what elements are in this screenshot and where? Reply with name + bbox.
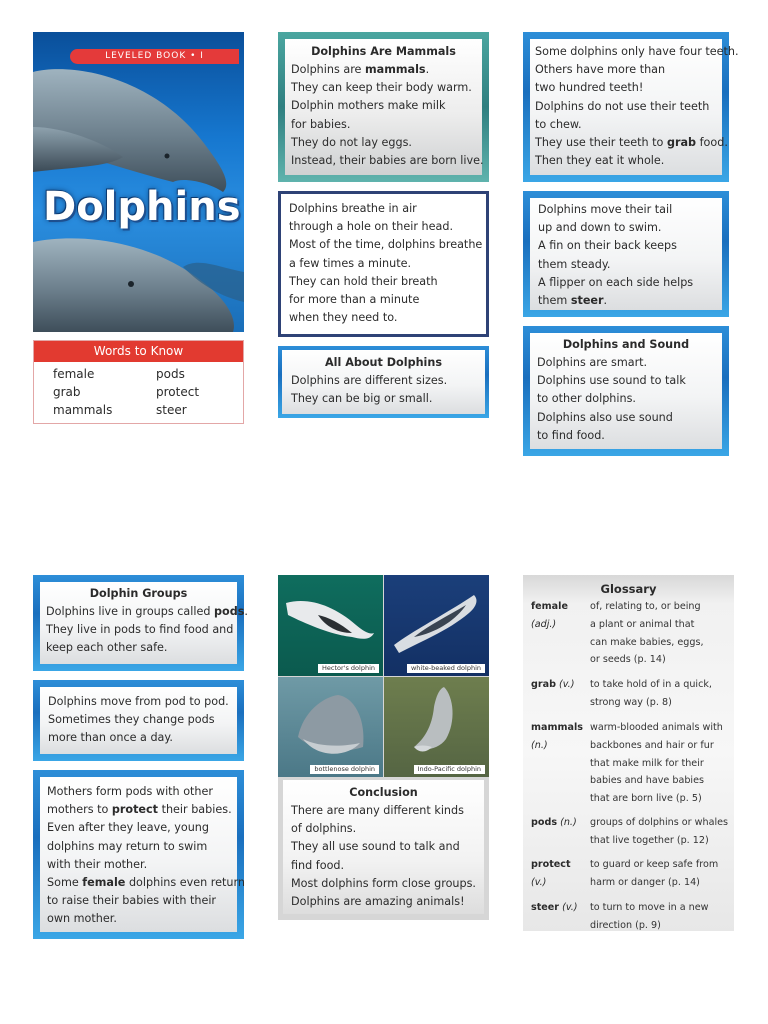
- text-line: for babies.: [291, 117, 351, 131]
- text-line: Instead, their babies are born live.: [291, 154, 484, 168]
- text-line: Some dolphins only have four teeth.: [535, 45, 739, 58]
- glossary-definition: [590, 598, 704, 669]
- text-line: Others have more than: [535, 63, 666, 77]
- term-word: grab: [531, 679, 556, 690]
- photo-caption: bottlenose dolphin: [310, 765, 379, 774]
- text-line: A flipper on each side helps: [538, 275, 694, 289]
- conclusion-box: [283, 780, 484, 914]
- glossary-definition: [590, 856, 718, 892]
- indo-pacific-dolphin-photo: [384, 677, 489, 777]
- text-line: them steer.: [538, 294, 608, 308]
- def-line: that are born live (p. 5): [590, 793, 702, 805]
- book-cover: [33, 32, 244, 332]
- text-line: own mother.: [47, 912, 117, 926]
- word-item: grab: [53, 385, 81, 399]
- words-to-know-box: [33, 340, 244, 424]
- page-title: All About Dolphins: [324, 356, 443, 369]
- word-item: female: [53, 367, 95, 381]
- page-teeth: [523, 32, 739, 182]
- text-line: Dolphins do not use their teeth: [535, 99, 710, 113]
- glossary-term: [531, 856, 571, 892]
- text-line: Dolphins live in groups called pods.: [46, 605, 248, 618]
- page-sound: [523, 326, 729, 456]
- word-item: steer: [156, 403, 187, 417]
- text-line: A fin on their back keeps: [538, 239, 677, 253]
- text-line: They all use sound to talk and: [291, 840, 460, 854]
- term-pos: (v.): [531, 877, 547, 888]
- text-line: Some female dolphins even return: [47, 876, 246, 890]
- text-line: They can keep their body warm.: [291, 81, 472, 95]
- text-line: Dolphins are different sizes.: [291, 374, 448, 387]
- text-line: a few times a minute.: [289, 256, 412, 270]
- text-line: There are many different kinds: [291, 804, 464, 817]
- term-word: pods: [531, 817, 558, 828]
- text-line: find food.: [291, 858, 345, 872]
- glossary-definition: [590, 899, 709, 935]
- glossary-term: [531, 676, 574, 694]
- dolphin-photo: [33, 32, 244, 332]
- photo-caption: Indo-Pacific dolphin: [414, 765, 485, 774]
- def-line: babies and have babies: [590, 775, 704, 787]
- bottlenose-dolphin-photo: [278, 677, 383, 777]
- def-line: harm or danger (p. 14): [590, 876, 700, 888]
- def-line: strong way (p. 8): [590, 696, 672, 708]
- term-pos: (n.): [531, 740, 548, 751]
- term-word: female: [531, 601, 568, 612]
- page-all-about: [278, 346, 489, 418]
- term-word: steer: [531, 902, 560, 913]
- text-line: to chew.: [535, 117, 582, 131]
- text-line: two hundred teeth!: [535, 81, 644, 95]
- def-line: that make milk for their: [590, 757, 704, 769]
- text-line: to other dolphins.: [537, 392, 636, 406]
- text-line: through a hole on their head.: [289, 220, 454, 234]
- cover-title: Dolphins: [43, 184, 241, 230]
- text-line: for more than a minute: [289, 293, 420, 307]
- def-line: to guard or keep safe from: [590, 859, 719, 870]
- word-item: pods: [156, 367, 185, 381]
- text-line: Mothers form pods with other: [47, 785, 214, 798]
- text-line: Dolphins are amazing animals!: [291, 895, 465, 909]
- text-line: dolphins may return to swim: [47, 839, 208, 853]
- text-line: Even after they leave, young: [47, 821, 209, 835]
- text-line: when they need to.: [289, 311, 398, 325]
- text-line: Dolphins move from pod to pod.: [48, 695, 229, 708]
- text-line: Most of the time, dolphins breathe: [289, 238, 483, 252]
- text-line: keep each other safe.: [46, 641, 168, 655]
- text-line: more than once a day.: [48, 731, 173, 745]
- text-line: They live in pods to find food and: [46, 623, 234, 637]
- term-word: protect: [531, 859, 571, 870]
- page-groups: [33, 575, 248, 671]
- dolphin-photos-page: [278, 575, 489, 920]
- page-tail: [523, 191, 729, 317]
- def-line: that live together (p. 12): [590, 834, 709, 846]
- page-title: Dolphins Are Mammals: [311, 45, 456, 58]
- word-item: mammals: [53, 403, 113, 417]
- white-beaked-dolphin-photo: [384, 575, 489, 676]
- def-line: groups of dolphins or whales: [590, 817, 729, 828]
- text-line: Dolphins use sound to talk: [537, 374, 686, 388]
- words-to-know-heading: Words to Know: [34, 341, 243, 362]
- glossary-definition: [590, 719, 723, 808]
- def-line: can make babies, eggs,: [590, 636, 704, 648]
- glossary-term: [531, 719, 583, 755]
- text-line: Dolphins breathe in air: [289, 202, 417, 215]
- def-line: of, relating to, or being: [590, 601, 701, 612]
- glossary-term: [531, 814, 577, 832]
- glossary-term: [531, 598, 568, 634]
- def-line: backbones and hair or fur: [590, 739, 714, 751]
- text-line: Dolphins are mammals.: [291, 63, 430, 76]
- def-line: to take hold of in a quick,: [590, 679, 712, 690]
- text-line: to find food.: [537, 428, 605, 442]
- text-line: They use their teeth to grab food.: [535, 136, 728, 150]
- text-line: of dolphins.: [291, 822, 357, 836]
- glossary-title: Glossary: [600, 582, 657, 596]
- term-pos: (adj.): [531, 619, 557, 630]
- photo-caption: Hector's dolphin: [318, 664, 379, 673]
- page-title: Conclusion: [349, 786, 418, 799]
- def-line: direction (p. 9): [590, 919, 661, 931]
- text-line: They can be big or small.: [291, 392, 433, 406]
- text-line: mothers to protect their babies.: [47, 803, 232, 817]
- def-line: or seeds (p. 14): [590, 654, 666, 666]
- term-word: mammals: [531, 722, 583, 733]
- text-line: them steady.: [538, 257, 611, 271]
- term-pos: (v.): [559, 679, 575, 690]
- word-item: protect: [156, 385, 200, 399]
- def-line: a plant or animal that: [590, 618, 695, 630]
- text-line: up and down to swim.: [538, 221, 662, 235]
- text-line: Dolphins move their tail: [538, 203, 673, 216]
- term-pos: (v.): [562, 902, 578, 913]
- page-title: Dolphin Groups: [89, 587, 188, 600]
- text-line: They can hold their breath: [289, 274, 438, 288]
- leveled-book-banner: LEVELED BOOK • I: [70, 49, 239, 64]
- text-line: to raise their babies with their: [47, 894, 217, 908]
- page-mammals: [278, 32, 489, 182]
- text-line: Most dolphins form close groups.: [291, 876, 476, 890]
- glossary-page: [523, 575, 734, 931]
- page-move-pods: [33, 680, 244, 761]
- text-line: Sometimes they change pods: [48, 713, 215, 727]
- glossary-definition: [590, 814, 728, 850]
- text-line: They do not lay eggs.: [291, 135, 412, 149]
- text-line: Dolphin mothers make milk: [291, 99, 446, 113]
- text-line: with their mother.: [47, 857, 148, 871]
- page-breathe: [278, 191, 489, 337]
- glossary-definition: [590, 676, 712, 712]
- text-line: Then they eat it whole.: [535, 154, 665, 168]
- text-line: Dolphins are smart.: [537, 356, 648, 369]
- page-mothers: [33, 770, 244, 939]
- page-title: Dolphins and Sound: [562, 338, 690, 351]
- hectors-dolphin-photo: [278, 575, 383, 676]
- glossary-term: [531, 899, 578, 917]
- def-line: warm-blooded animals with: [590, 722, 723, 733]
- def-line: to turn to move in a new: [590, 902, 709, 913]
- text-line: Dolphins also use sound: [537, 410, 673, 424]
- photo-caption: white-beaked dolphin: [407, 664, 485, 673]
- term-pos: (n.): [560, 817, 577, 828]
